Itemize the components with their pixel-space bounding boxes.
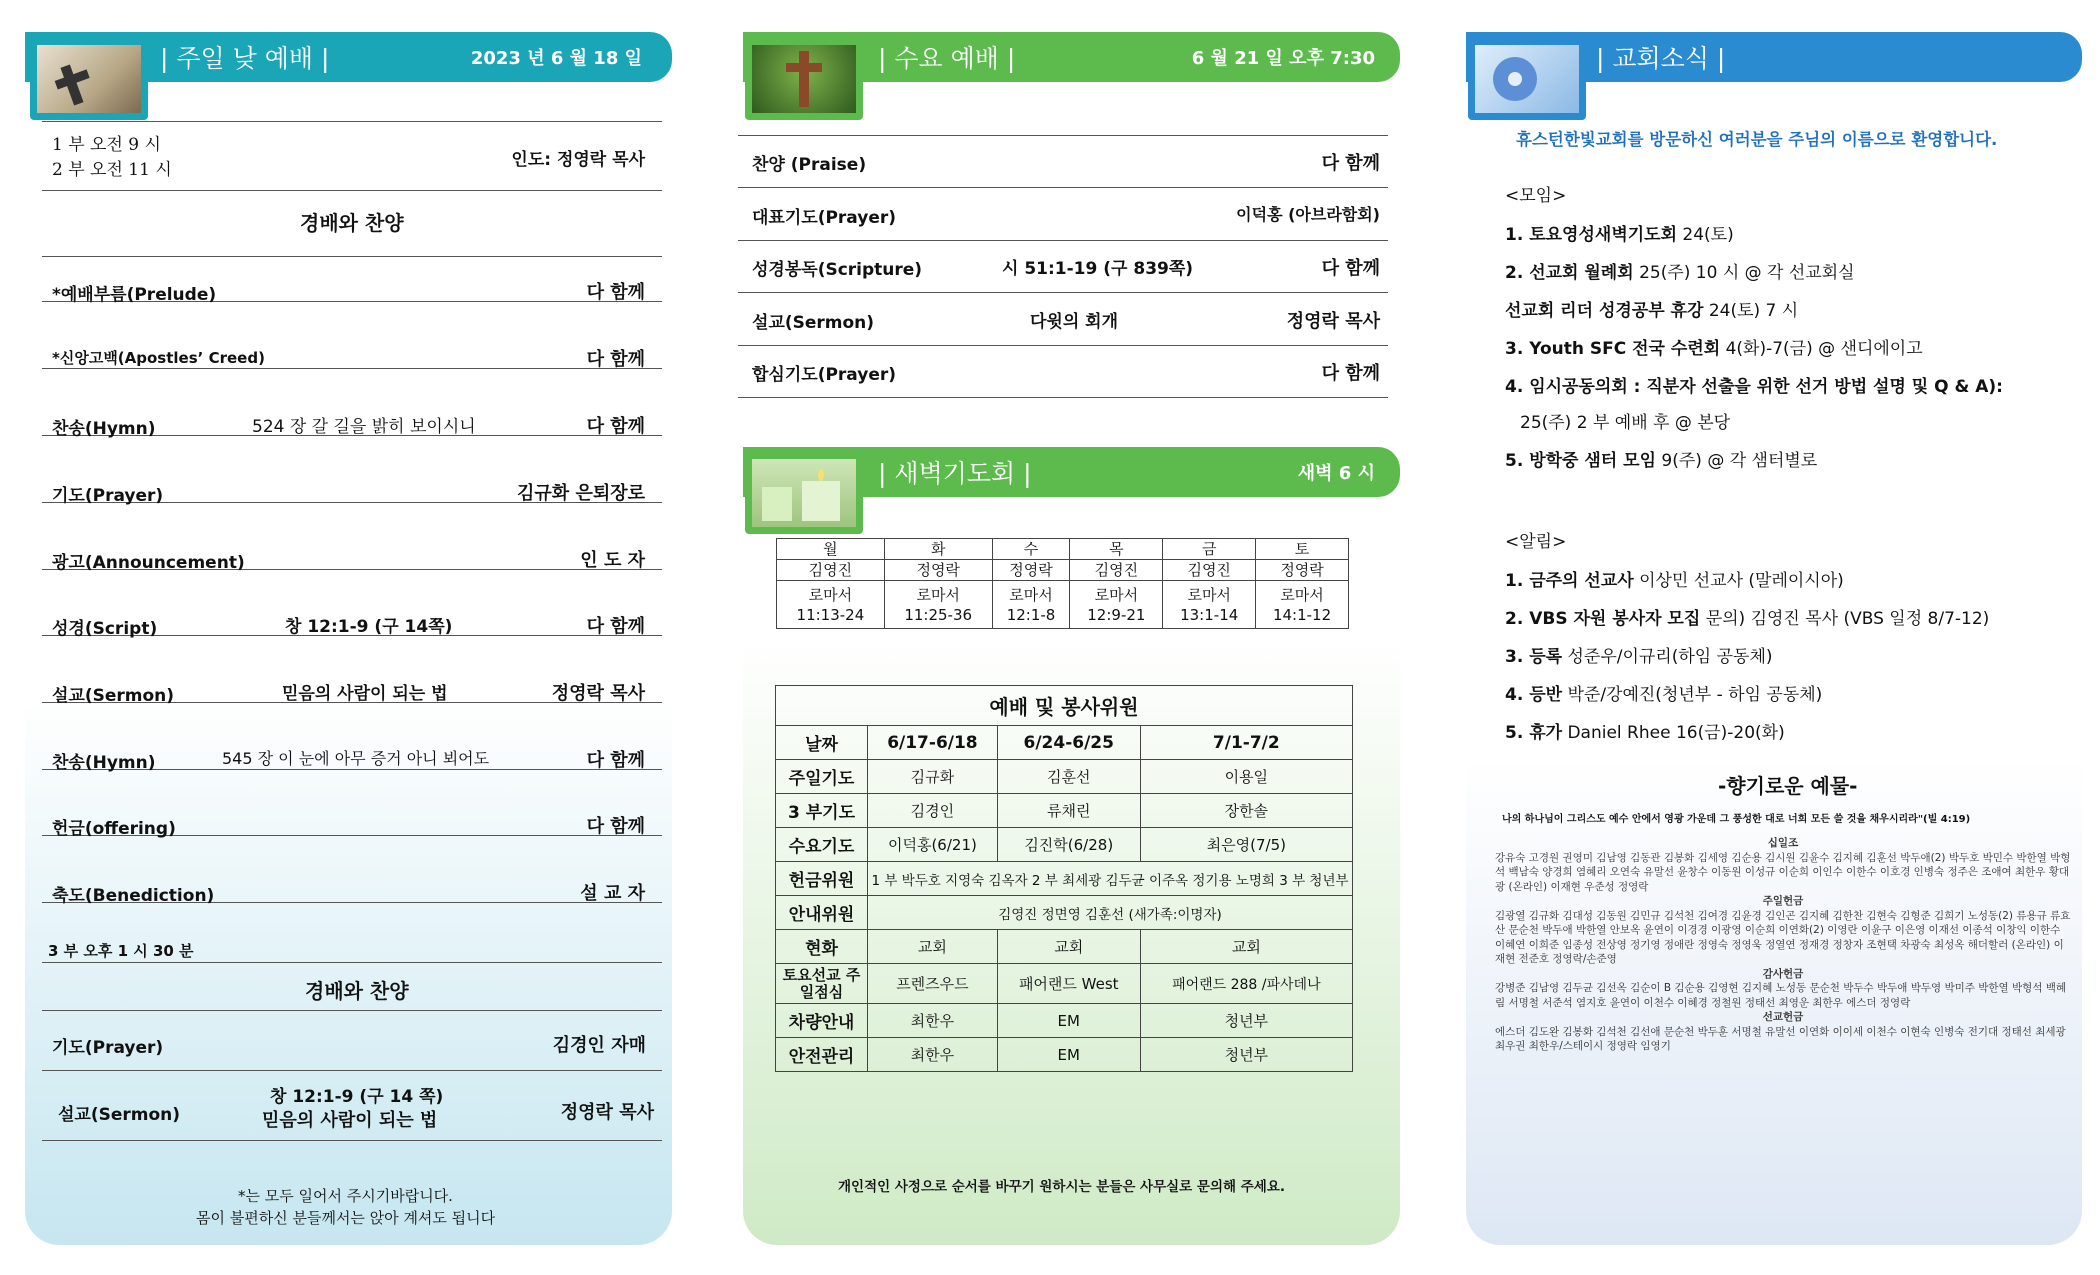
sunday-item-name: 성경(Script)	[52, 619, 158, 639]
duty-cell: 청년부	[1140, 1038, 1352, 1072]
wednesday-item-name: 찬양 (Praise)	[752, 155, 867, 175]
duty-label: 차량안내	[776, 1004, 868, 1038]
dawn-book: 로마서	[1280, 585, 1324, 604]
duty-cell: 교회	[1140, 930, 1352, 964]
third-service-time: 3 부 오후 1 시 30 분	[48, 942, 194, 960]
wednesday-item-leader: 다 함께	[1321, 153, 1380, 174]
duty-row	[776, 760, 1353, 794]
duty-span-cell: 1 부 박두호 지영숙 김옥자 2 부 최세광 김두균 이주옥 정기용 노명희 3 부 청년부	[868, 862, 1353, 896]
duty-cell: 패어랜드 288 /파사데나	[1140, 964, 1352, 1004]
meeting-item	[1505, 296, 1798, 321]
sunday-item-name: 광고(Announcement)	[52, 553, 245, 573]
duty-header-cell: 6/17-6/18	[868, 726, 998, 760]
duty-label: 헌금위원	[776, 862, 868, 896]
praise-section-title: 경배와 찬양	[300, 211, 404, 235]
duty-row	[776, 964, 1353, 1004]
dawn-cell: 토	[1256, 539, 1349, 560]
duty-cell: EM	[997, 1004, 1140, 1038]
duty-label: 안전관리	[776, 1038, 868, 1072]
meeting-item	[1505, 372, 2003, 397]
dawn-book: 로마서	[1094, 585, 1139, 604]
duty-row	[776, 1038, 1353, 1072]
flower-icon	[1475, 45, 1579, 113]
dawn-cell	[1163, 581, 1256, 629]
meeting-label: 3. Youth SFC 전국 수련회	[1505, 339, 1721, 359]
sunday-item-leader: 김규화 은퇴장로	[517, 483, 645, 504]
tithe-heading: 십일조	[1767, 837, 1799, 849]
dawn-verse: 13:1-14	[1180, 605, 1239, 624]
candle-icon	[752, 459, 856, 527]
duty-row	[776, 828, 1353, 862]
duty-label: 주일기도	[776, 760, 868, 794]
sunday-item-detail: 524 장 갈 길을 밝히 보이시니	[252, 417, 476, 437]
wednesday-item-detail: 시 51:1-19 (구 839쪽)	[1002, 259, 1194, 279]
meeting-item	[1505, 220, 1734, 245]
wednesday-item-detail: 다윗의 회개	[1030, 311, 1119, 332]
meeting-detail: 24(토)	[1682, 225, 1734, 245]
dawn-cell: 정영락	[884, 560, 992, 581]
duty-cell: 청년부	[1140, 1004, 1352, 1038]
duty-cell: 장한솔	[1140, 794, 1352, 828]
sunday-item-leader: 다 함께	[586, 816, 645, 837]
notices-heading: <알림>	[1505, 532, 1567, 552]
notice-label: 1. 금주의 선교사	[1505, 571, 1634, 591]
duty-cell: 김진학(6/28)	[997, 828, 1140, 862]
third-sermon-preacher: 정영락 목사	[560, 1102, 654, 1123]
notice-item	[1505, 718, 1785, 743]
wednesday-item-leader: 다 함께	[1321, 258, 1380, 279]
notice-detail: 성준우/이규리(하임 공동체)	[1567, 647, 1773, 667]
dawn-cell: 화	[884, 539, 992, 560]
church-news-panel	[1466, 30, 2082, 1245]
duty-label: 안내위원	[776, 896, 868, 930]
dawn-cell	[1256, 581, 1349, 629]
wednesday-item-leader: 다 함께	[1321, 363, 1380, 384]
wednesday-item-name: 합심기도(Prayer)	[752, 365, 897, 385]
duty-cell: 최은영(7/5)	[1140, 828, 1352, 862]
duty-title: 예배 및 봉사위원	[776, 686, 1353, 726]
duty-row	[776, 1004, 1353, 1038]
duty-label: 토요선교 주일점심	[776, 964, 868, 1004]
notice-label: 3. 등록	[1505, 647, 1563, 667]
third-sermon-title: 믿음의 사람이 되는 법	[262, 1110, 438, 1131]
wooden-cross-icon	[752, 45, 856, 113]
meeting-label: 5. 방학중 샘터 모임	[1505, 451, 1656, 471]
duty-header-cell: 6/24-6/25	[997, 726, 1140, 760]
meeting-detail: 25(주) 10 시 @ 각 선교회실	[1639, 263, 1855, 283]
service-leader: 인도: 정영락 목사	[511, 150, 645, 170]
dawn-cell: 정영락	[992, 560, 1070, 581]
dawn-cell: 금	[1163, 539, 1256, 560]
duty-cell: 교회	[868, 930, 998, 964]
dawn-cell	[884, 581, 992, 629]
duty-cell: 김훈선	[997, 760, 1140, 794]
duty-cell: 패어랜드 West	[997, 964, 1140, 1004]
wednesday-item-leader: 정영락 목사	[1286, 310, 1380, 332]
notice-detail: 문의) 김영진 목사 (VBS 일정 8/7-12)	[1705, 609, 1990, 629]
sunday-title: | 주일 낮 예배 |	[160, 44, 330, 73]
duty-label: 현화	[776, 930, 868, 964]
sunday-item-name: 기도(Prayer)	[52, 486, 164, 506]
duty-cell: 프렌즈우드	[868, 964, 998, 1004]
sunday-item-leader: 다 함께	[586, 349, 645, 370]
sunday-item-leader: 설 교 자	[580, 883, 645, 904]
sunday-item-name: *예배부름(Prelude)	[52, 285, 217, 305]
service-time-2: 2 부 오전 11 시	[52, 160, 172, 180]
offering-verse: 나의 하나님이 그리스도 예수 안에서 영광 가운데 그 풍성한 대로 너희 모든 쓸 것을 채우시리라"(빌 4:19)	[1502, 814, 1971, 825]
dawn-schedule-table	[776, 538, 1349, 629]
dawn-book: 로마서	[1009, 585, 1053, 604]
meeting-detail: 9(주) @ 각 샘터별로	[1661, 451, 1818, 471]
wednesday-date: 6 월 21 일 오후 7:30	[1191, 48, 1375, 69]
meeting-item	[1505, 258, 1855, 283]
meeting-item	[1520, 408, 1730, 433]
dawn-verse: 12:1-8	[1006, 605, 1056, 624]
dawn-book: 로마서	[916, 585, 960, 604]
dawn-time: 새벽 6 시	[1297, 463, 1375, 484]
duty-header-cell: 7/1-7/2	[1140, 726, 1352, 760]
third-praise-title: 경배와 찬양	[305, 979, 409, 1003]
meeting-label: 선교회 리더 성경공부 휴강	[1505, 301, 1704, 321]
duty-cell: EM	[997, 1038, 1140, 1072]
offering-title: -향기로운 예물-	[1718, 774, 1858, 798]
duty-cell: 이덕홍(6/21)	[868, 828, 998, 862]
wednesday-item-name: 대표기도(Prayer)	[752, 207, 897, 228]
notice-label: 4. 등반	[1505, 685, 1563, 705]
notice-item	[1505, 604, 1989, 629]
duty-cell: 류채린	[997, 794, 1140, 828]
standing-note: *는 모두 일어서 주시기바랍니다.	[238, 1187, 453, 1205]
notice-item	[1505, 680, 1822, 705]
sunday-item-name: 헌금(offering)	[52, 819, 176, 839]
thanks-offering-names: 강병준 김남영 김두균 김선옥 김순이 B 김순용 김영현 김지혜 노성동 문순천 박두수 박두애 박두영 박미주 박한열 박형석 백혜림 서명철 서준석 염지호 윤연이 이천수 이혜경 정철원 정태선 최영운 최한우 에스더 정영락	[1495, 982, 2067, 1009]
welcome-message: 휴스턴한빛교회를 방문하신 여러분을 주님의 이름으로 환영합니다.	[1516, 130, 1998, 149]
duty-cell: 최한우	[868, 1038, 998, 1072]
meetings-heading: <모임>	[1505, 186, 1567, 206]
dawn-cell: 수	[992, 539, 1070, 560]
meeting-item	[1505, 334, 1923, 359]
third-sermon-scripture: 창 12:1-9 (구 14 쪽)	[270, 1087, 444, 1107]
dawn-book: 로마서	[1187, 585, 1231, 604]
service-time-1: 1 부 오전 9 시	[52, 135, 161, 155]
duty-row	[776, 896, 1353, 930]
notice-label: 5. 휴가	[1505, 723, 1563, 743]
dawn-cell: 목	[1070, 539, 1163, 560]
thanks-offering-heading: 감사헌금	[1762, 967, 1804, 980]
sunday-item-detail: 믿음의 사람이 되는 법	[282, 684, 448, 704]
dawn-verse: 12:9-21	[1087, 605, 1146, 624]
duty-cell: 김규화	[868, 760, 998, 794]
sunday-item-leader: 인 도 자	[580, 550, 645, 571]
notice-item	[1505, 642, 1773, 667]
notice-item	[1505, 566, 1844, 591]
dawn-cell	[1070, 581, 1163, 629]
duty-cell: 김경인	[868, 794, 998, 828]
candle-photo	[745, 452, 863, 534]
duty-table	[775, 685, 1353, 1072]
sunday-item-name: *신앙고백(Apostles’ Creed)	[52, 349, 265, 367]
sunday-offering-names: 김광열 김규화 김대성 김동원 김민규 김석천 김여경 김윤경 김인곤 김지혜 김한찬 김현숙 김형준 김희기 노성동(2) 류용규 류효산 문순천 박두애 박한열 안보옥 윤연이 이경경 이광영 이순희 이연화(2) 이영란 이윤구 이은영 이재선 이종석 이창익 이한수 이혜연 이희준 임종성 전상영 정기영 정애란 정영숙 정영욱 정열연 정재경 정창자 조현택 차광숙 최성옥 해더할러 (온라인) 이재현 전준호 정영락/손준영	[1495, 909, 2071, 965]
dawn-verse: 14:1-12	[1272, 605, 1332, 624]
duty-label: 3 부기도	[776, 794, 868, 828]
dawn-verse: 11:13-24	[796, 605, 865, 624]
notice-label: 2. VBS 자원 봉사자 모집	[1505, 609, 1701, 629]
sunday-item-detail: 545 장 이 눈에 아무 증거 아니 뵈어도	[222, 749, 490, 768]
wednesday-title: | 수요 예배 |	[878, 44, 1016, 73]
dawn-cell	[777, 581, 885, 629]
sunday-item-leader: 다 함께	[586, 416, 645, 437]
cross-photo	[745, 38, 863, 120]
sunday-offering-heading: 주일헌금	[1762, 895, 1804, 907]
duty-header-cell: 날짜	[776, 726, 868, 760]
dawn-book: 로마서	[808, 585, 853, 604]
notice-detail: 이상민 선교사 (말레이시아)	[1639, 571, 1844, 591]
tithe-names: 강유숙 고경원 권영미 김남영 김동관 김봉화 김세영 김순용 김시원 김윤수 김지혜 김훈선 박두애(2) 박두호 박민수 박한열 박형석 백남숙 양경희 염혜리 오연숙 유말선 윤창수 이동원 이성규 이순희 이인수 이한수 이호경 인병숙 정주은 조애여 최한우 황대광 (온라인) 이재현 우준성 정영락	[1495, 851, 2071, 893]
sunday-item-name: 찬송(Hymn)	[52, 753, 156, 773]
duty-row	[776, 862, 1353, 896]
duty-row	[776, 794, 1353, 828]
duty-cell: 이용일	[1140, 760, 1352, 794]
cross-icon	[37, 45, 141, 113]
wednesday-item-name: 설교(Sermon)	[752, 312, 875, 333]
third-prayer-leader: 김경인 자매	[552, 1035, 646, 1056]
duty-footnote: 개인적인 사정으로 순서를 바꾸기 원하시는 분들은 사무실로 문의해 주세요.	[838, 1179, 1285, 1195]
meeting-label: 4. 임시공동의회 : 직분자 선출을 위한 선거 방법 설명 및 Q & A):	[1505, 377, 2003, 397]
dawn-cell: 김영진	[1163, 560, 1256, 581]
offering-list	[1495, 836, 2071, 1054]
third-sermon-label: 설교(Sermon)	[58, 1105, 181, 1125]
seated-note: 몸이 불편하신 분들께서는 앉아 계셔도 됩니다	[196, 1209, 496, 1227]
wednesday-item-name: 성경봉독(Scripture)	[752, 260, 923, 280]
meeting-detail: 4(화)-7(금) @ 샌디에이고	[1725, 339, 1923, 359]
dawn-cell: 김영진	[777, 560, 885, 581]
meeting-label: 1. 토요영성새벽기도회	[1505, 225, 1678, 245]
meeting-item	[1505, 446, 1817, 471]
duty-label: 수요기도	[776, 828, 868, 862]
mission-offering-names: 에스더 김도완 김봉화 김석천 김선애 문순천 박두훈 서명철 유말선 이연화 이이세 이천수 이현숙 인병숙 전기대 정태선 최세광 최우권 최한우/스테이시 정영락 임영기	[1495, 1025, 2066, 1052]
bible-cross-photo	[30, 38, 148, 120]
notice-detail: Daniel Rhee 16(금)-20(화)	[1567, 723, 1785, 743]
meeting-detail: 25(주) 2 부 예배 후 @ 본당	[1520, 413, 1731, 433]
sunday-item-leader: 다 함께	[586, 616, 645, 637]
sunday-item-name: 축도(Benediction)	[52, 886, 215, 906]
sunday-item-leader: 정영락 목사	[551, 683, 645, 704]
duty-span-cell: 김영진 정면영 김훈선 (새가족:이명자)	[868, 896, 1353, 930]
dawn-cell: 정영락	[1256, 560, 1349, 581]
sunday-item-name: 설교(Sermon)	[52, 686, 175, 706]
duty-cell: 최한우	[868, 1004, 998, 1038]
notice-detail: 박준/강예진(청년부 - 하임 공동체)	[1567, 685, 1823, 705]
flower-photo	[1468, 38, 1586, 120]
meeting-detail: 24(토) 7 시	[1708, 301, 1799, 321]
dawn-title: | 새벽기도회 |	[878, 459, 1032, 488]
duty-row	[776, 930, 1353, 964]
news-title: | 교회소식 |	[1596, 44, 1726, 73]
sunday-item-detail: 창 12:1-9 (구 14쪽)	[285, 617, 453, 637]
dawn-cell: 월	[777, 539, 885, 560]
dawn-verse: 11:25-36	[904, 605, 973, 624]
mission-offering-heading: 선교헌금	[1762, 1011, 1804, 1023]
meeting-label: 2. 선교회 월례회	[1505, 263, 1634, 283]
sunday-item-name: 찬송(Hymn)	[52, 419, 156, 439]
dawn-cell: 김영진	[1070, 560, 1163, 581]
third-prayer-label: 기도(Prayer)	[52, 1038, 164, 1058]
sunday-date: 2023 년 6 월 18 일	[470, 48, 642, 69]
wednesday-item-leader: 이덕홍 (아브라함회)	[1236, 204, 1380, 224]
duty-cell: 교회	[997, 930, 1140, 964]
dawn-cell	[992, 581, 1070, 629]
sunday-item-leader: 다 함께	[586, 750, 645, 771]
sunday-item-leader: 다 함께	[586, 282, 645, 303]
row-divider	[42, 368, 662, 369]
